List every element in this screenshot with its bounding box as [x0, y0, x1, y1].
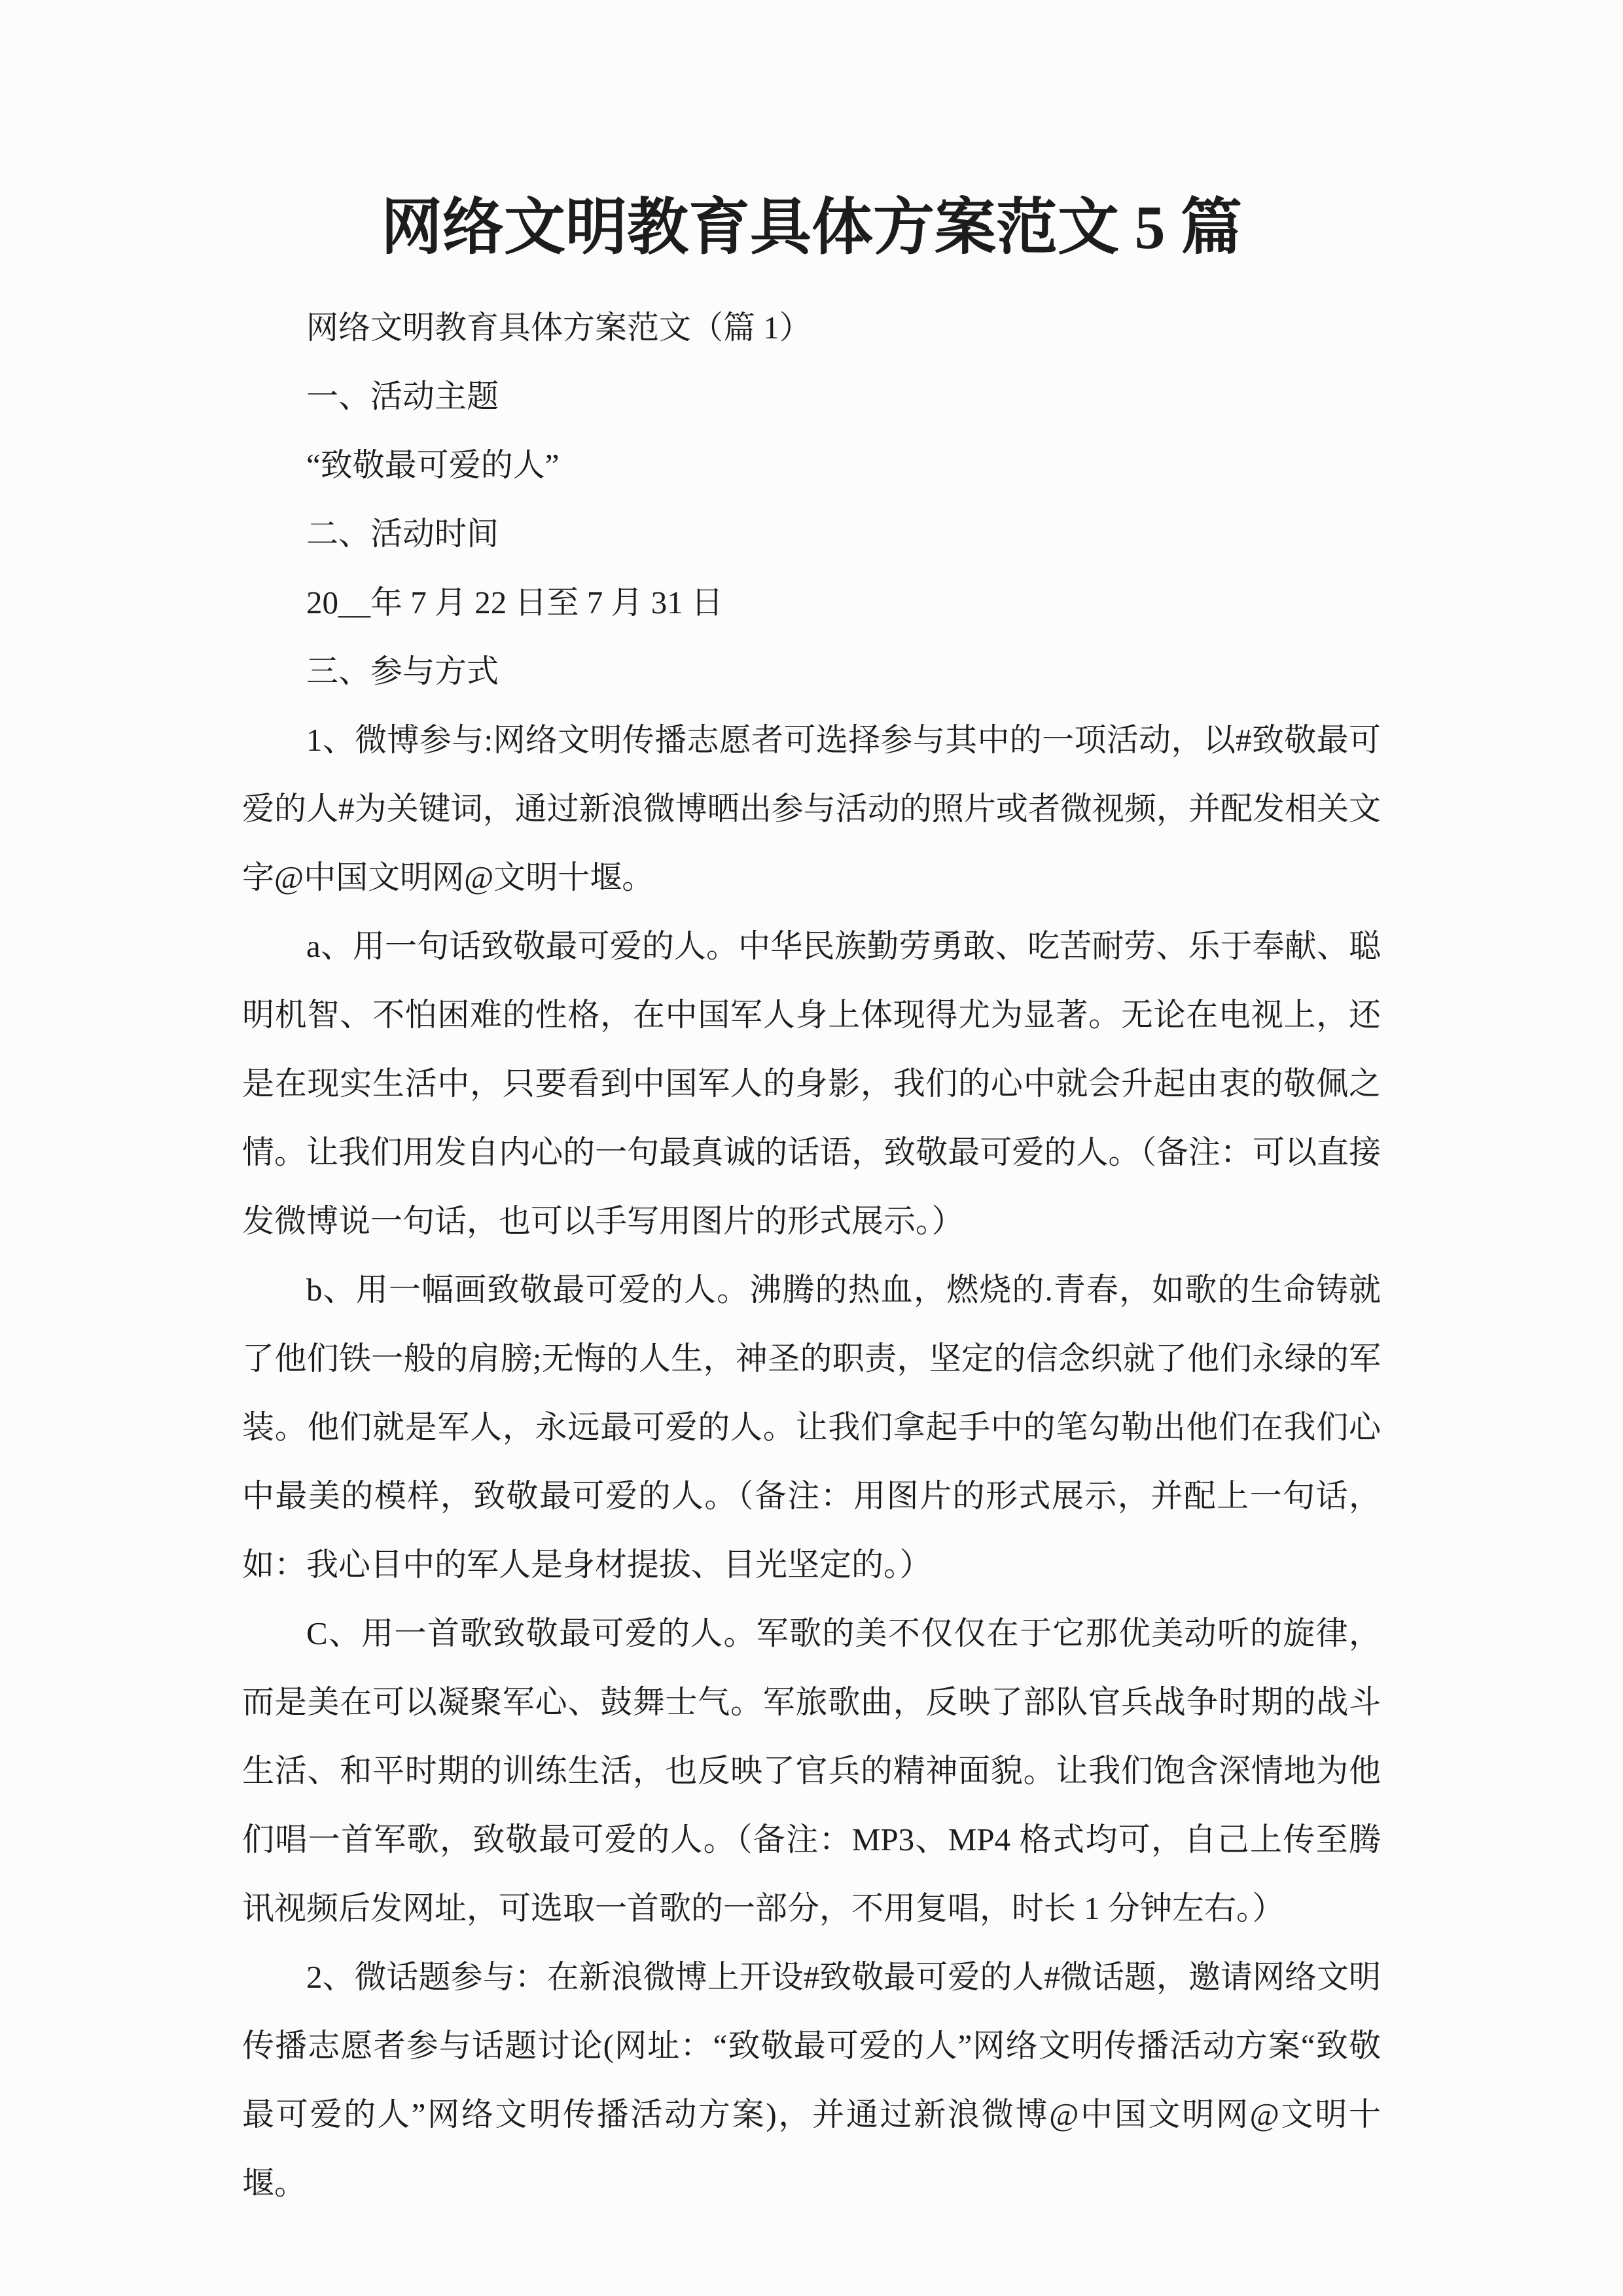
paragraph: 一、活动主题 [306, 378, 499, 414]
paragraph: 20__年 7 月 22 日至 7 月 31 日 [306, 584, 724, 620]
paragraph: b、用一幅画致敬最可爱的人。沸腾的热血，燃烧的.青春，如歌的生命铸就了他们铁一般的肩膀;无悔的人生，神圣的职责，坚定的信念织就了他们永绿的军装。他们就是军人，永远最可爱的人。让我们拿起手中的笔勾勒出他们在我们心中最美的模样，致敬最可爱的人。（备注：用图片的形式展示，并配上一句话，如：我心目中的军人是身材提拔、目光坚定的。） [242, 1272, 1381, 1583]
paragraph: a、用一句话致敬最可爱的人。中华民族勤劳勇敢、吃苦耐劳、乐于奉献、聪明机智、不怕困难的性格，在中国军人身上体现得尤为显著。无论在电视上，还是在现实生活中，只要看到中国军人的身影，我们的心中就会升起由衷的敬佩之情。让我们用发自内心的一句最真诚的话语，致敬最可爱的人。（备注：可以直接发微博说一句话，也可以手写用图片的形式展示。） [242, 928, 1381, 1239]
paragraph: C、用一首歌致敬最可爱的人。军歌的美不仅仅在于它那优美动听的旋律，而是美在可以凝聚军心、鼓舞士气。军旅歌曲，反映了部队官兵战争时期的战斗生活、和平时期的训练生活，也反映了官兵的精神面貌。让我们饱含深情地为他们唱一首军歌，致敬最可爱的人。（备注：MP3、MP4 格式均可，自己上传至腾讯视频后发网址，可选取一首歌的一部分，不用复唱，时长 1 分钟左右。） [242, 1615, 1381, 1926]
paragraph: 2、微话题参与：在新浪微博上开设#致敬最可爱的人#微话题，邀请网络文明传播志愿者参与话题讨论(网址：“致敬最可爱的人”网络文明传播活动方案“致敬最可爱的人”网络文明传播活动方案)，并通过新浪微博@中国文明网@文明十堰。 [242, 1959, 1381, 2201]
paragraph: 网络文明教育具体方案范文（篇 1） [306, 310, 812, 346]
document-title: 网络文明教育具体方案范文 5 篇 [380, 194, 1242, 262]
document-body [242, 293, 1381, 2217]
document-content [0, 188, 1623, 2296]
paragraph: 1、微博参与:网络文明传播志愿者可选择参与其中的一项活动，以#致敬最可爱的人#为关键词，通过新浪微博晒出参与活动的照片或者微视频，并配发相关文字@中国文明网@文明十堰。 [242, 722, 1381, 895]
paragraph: 三、参与方式 [306, 653, 499, 689]
paragraph: 二、活动时间 [306, 516, 499, 552]
paragraph: “致敬最可爱的人” [306, 447, 560, 483]
